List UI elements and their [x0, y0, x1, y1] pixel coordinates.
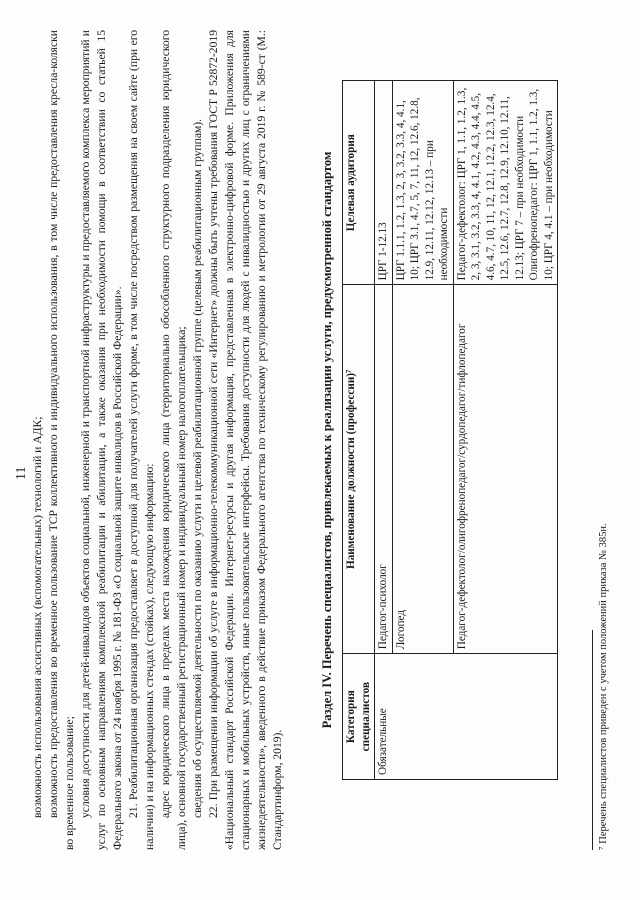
body-text	[30, 30, 286, 850]
position-cell: Логопед	[392, 285, 453, 654]
header-category: Категория специалистов	[343, 654, 375, 780]
paragraph: возможность использования ассистивных (вспомогательных) технологий и АДК;	[31, 416, 44, 818]
table-row	[375, 81, 393, 780]
specialists-table	[342, 80, 558, 780]
position-cell: Педагог-дефектолог/олигофренопедагог/сурдопедагог/тифлопедагог	[453, 285, 558, 654]
paragraph: адрес юридического лица в пределах места нахождения юридического лица (территориально обособленного структурного подразделения юридического лица), основной государственный регистрационный номер и индивидуальный номер налогоплательщика;	[159, 30, 188, 850]
section-title: Раздел IV. Перечень специалистов, привлекаемых к реализации услуги, предусмотренной стандартом	[320, 151, 334, 729]
paragraph: условия доступности для детей-инвалидов объектов социальной, инженерной и транспортной инфраструктуры и предоставляемого комплекса мероприятий и услуг по основным направлениям комплексной реабилитации и абилитации, а также оказания при необходимости помощи в соответствии со статьей 15 Федерального закона от 24 ноября 1995 г. № 181-ФЗ «О социальной защите инвалидов в Российской Федерации».	[79, 30, 124, 850]
footnote: ⁷ Перечень специалистов приведен с учетом положений приказа № 385н.	[598, 523, 609, 850]
paragraph: возможность предоставления во временное пользование ТСР коллективного и индивидуального использования, в том числе предоставления кресла-коляски во временное пользование;	[47, 30, 76, 850]
paragraph: 21. Реабилитационная организация предоставляет в доступной для получателей услуги форме, в том числе посредством размещения на своем сайте (при его наличии) и на информационных стендах (стойках), следующую информацию:	[127, 30, 156, 850]
audience-cell: ЦРГ 1.1.1, 1.2, 1.3, 2, 3, 3.2, 3.3, 4, 4.1, 10; ЦРГ 3.1, 4.7, 5, 7, 11, 12, 12.6, 12.8, 12.9, 12.11, 12.12, 12.13 – при необходимости	[392, 81, 453, 285]
category-cell: Обязательные	[375, 654, 558, 780]
table-header-row	[343, 81, 375, 780]
footnote-divider	[592, 630, 593, 850]
header-position: Наименование должности (профессии)⁷	[343, 285, 375, 654]
audience-cell: Педагог-дефектолог: ЦРГ 1, 1.1, 1.2, 1.3, 2, 3, 3.1, 3.2, 3.3, 4, 4.1, 4.2, 4.3, 4.4, 4.5, 4.6, 4.7, 10, 11, 12, 12.1, 12.2, 12.3, 12.4, 12.5, 12.6, 12.7, 12.8, 12.9, 12.10, 12.11, 12.13; ЦРГ 7 – при необходимости Олигофренопедагог: ЦРГ 1, 1.1, 1.2, 1.3, 10; ЦРГ 4, 4.1 – при необходимости	[453, 81, 558, 285]
position-cell: Педагог-психолог	[375, 285, 393, 654]
paragraph: сведения об осуществляемой деятельности по оказанию услуги и целевой реабилитационной группе (целевым реабилитационным группам).	[191, 118, 204, 818]
paragraph: 22. При размещении информации об услуге в информационно-телекоммуникационной сети «Интернет» должны быть учтены требования ГОСТ Р 52872-2019 «Национальный стандарт Российской Федерации. Интернет-ресурсы и другая информация, представленная в электронно-цифровой форме. Приложения для стационарных и мобильных устройств, иные пользовательские интерфейсы. Требования доступности для людей с инвалидностью и других лиц с ограничениями жизнедеятельности», введенного в действие приказом Федерального агентства по техническому регулированию и метрологии от 29 августа 2019 г. № 589-ст (М.: Стандартинформ, 2019).	[207, 30, 284, 850]
audience-cell: ЦРГ 1-12.13	[375, 81, 393, 285]
header-audience: Целевая аудитория	[343, 81, 375, 285]
page-number: 11	[14, 466, 29, 480]
